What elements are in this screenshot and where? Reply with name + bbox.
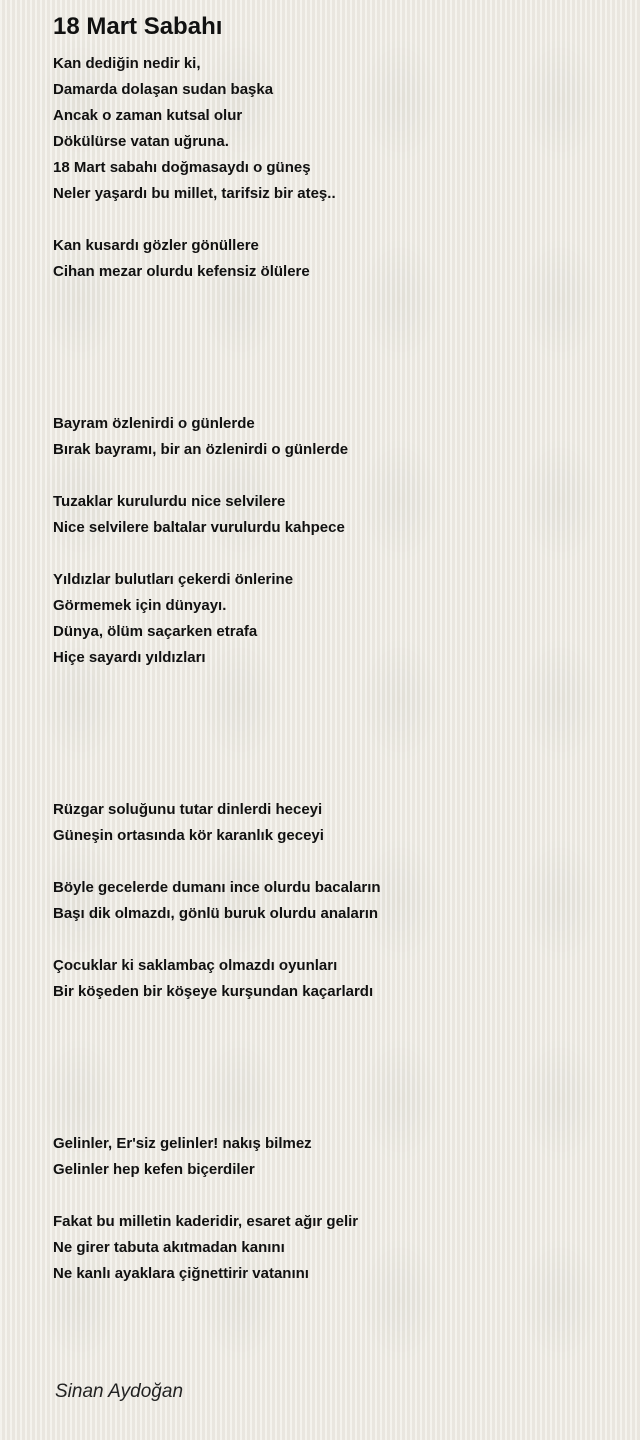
poem-line: Böyle gecelerde dumanı ince olurdu bacaların [53,879,381,896]
poem-line: Damarda dolaşan sudan başka [53,81,274,98]
poem-line: Bir köşeden bir köşeye kurşundan kaçarlardı [53,983,374,1000]
poem-line: Güneşin ortasında kör karanlık geceyi [53,827,324,844]
poem-line: Bırak bayramı, bir an özlenirdi o günlerde [53,441,349,458]
poem-line: Cihan mezar olurdu kefensiz ölülere [53,263,310,280]
poem-line: Fakat bu milletin kaderidir, esaret ağır gelir [53,1213,359,1230]
poem-line: Kan dediğin nedir ki, [53,55,201,72]
poem-line: Ne girer tabuta akıtmadan kanını [53,1239,285,1256]
poem-line: Ne kanlı ayaklara çiğnettirir vatanını [53,1265,309,1282]
poem-line: Nice selvilere baltalar vurulurdu kahpece [53,519,345,536]
poem-line: Gelinler hep kefen biçerdiler [53,1161,255,1178]
poem-line: Ancak o zaman kutsal olur [53,107,243,124]
poem-line: Yıldızlar bulutları çekerdi önlerine [53,571,294,588]
poem-line: Tuzaklar kurulurdu nice selvilere [53,493,286,510]
poem-line: Kan kusardı gözler gönüllere [53,237,259,254]
poem-line: Bayram özlenirdi o günlerde [53,415,255,432]
poem-title: 18 Mart Sabahı [53,13,223,40]
poem-line: Dünya, ölüm saçarken etrafa [53,623,258,640]
poem-line: Hiçe sayardı yıldızları [53,649,206,666]
poem-line: Gelinler, Er'siz gelinler! nakış bilmez [53,1135,312,1152]
poem-line: Başı dik olmazdı, gönlü buruk olurdu anaların [53,905,379,922]
poem-line: Neler yaşardı bu millet, tarifsiz bir ateş.. [53,185,336,202]
poem-line: 18 Mart sabahı doğmasaydı o güneş [53,159,311,176]
poem-line: Çocuklar ki saklambaç olmazdı oyunları [53,957,338,974]
poem-line: Görmemek için dünyayı. [53,597,227,614]
poem-line: Dökülürse vatan uğruna. [53,133,229,150]
poem-author: Sinan Aydoğan [55,1381,184,1402]
poem-line: Rüzgar soluğunu tutar dinlerdi heceyi [53,801,323,818]
